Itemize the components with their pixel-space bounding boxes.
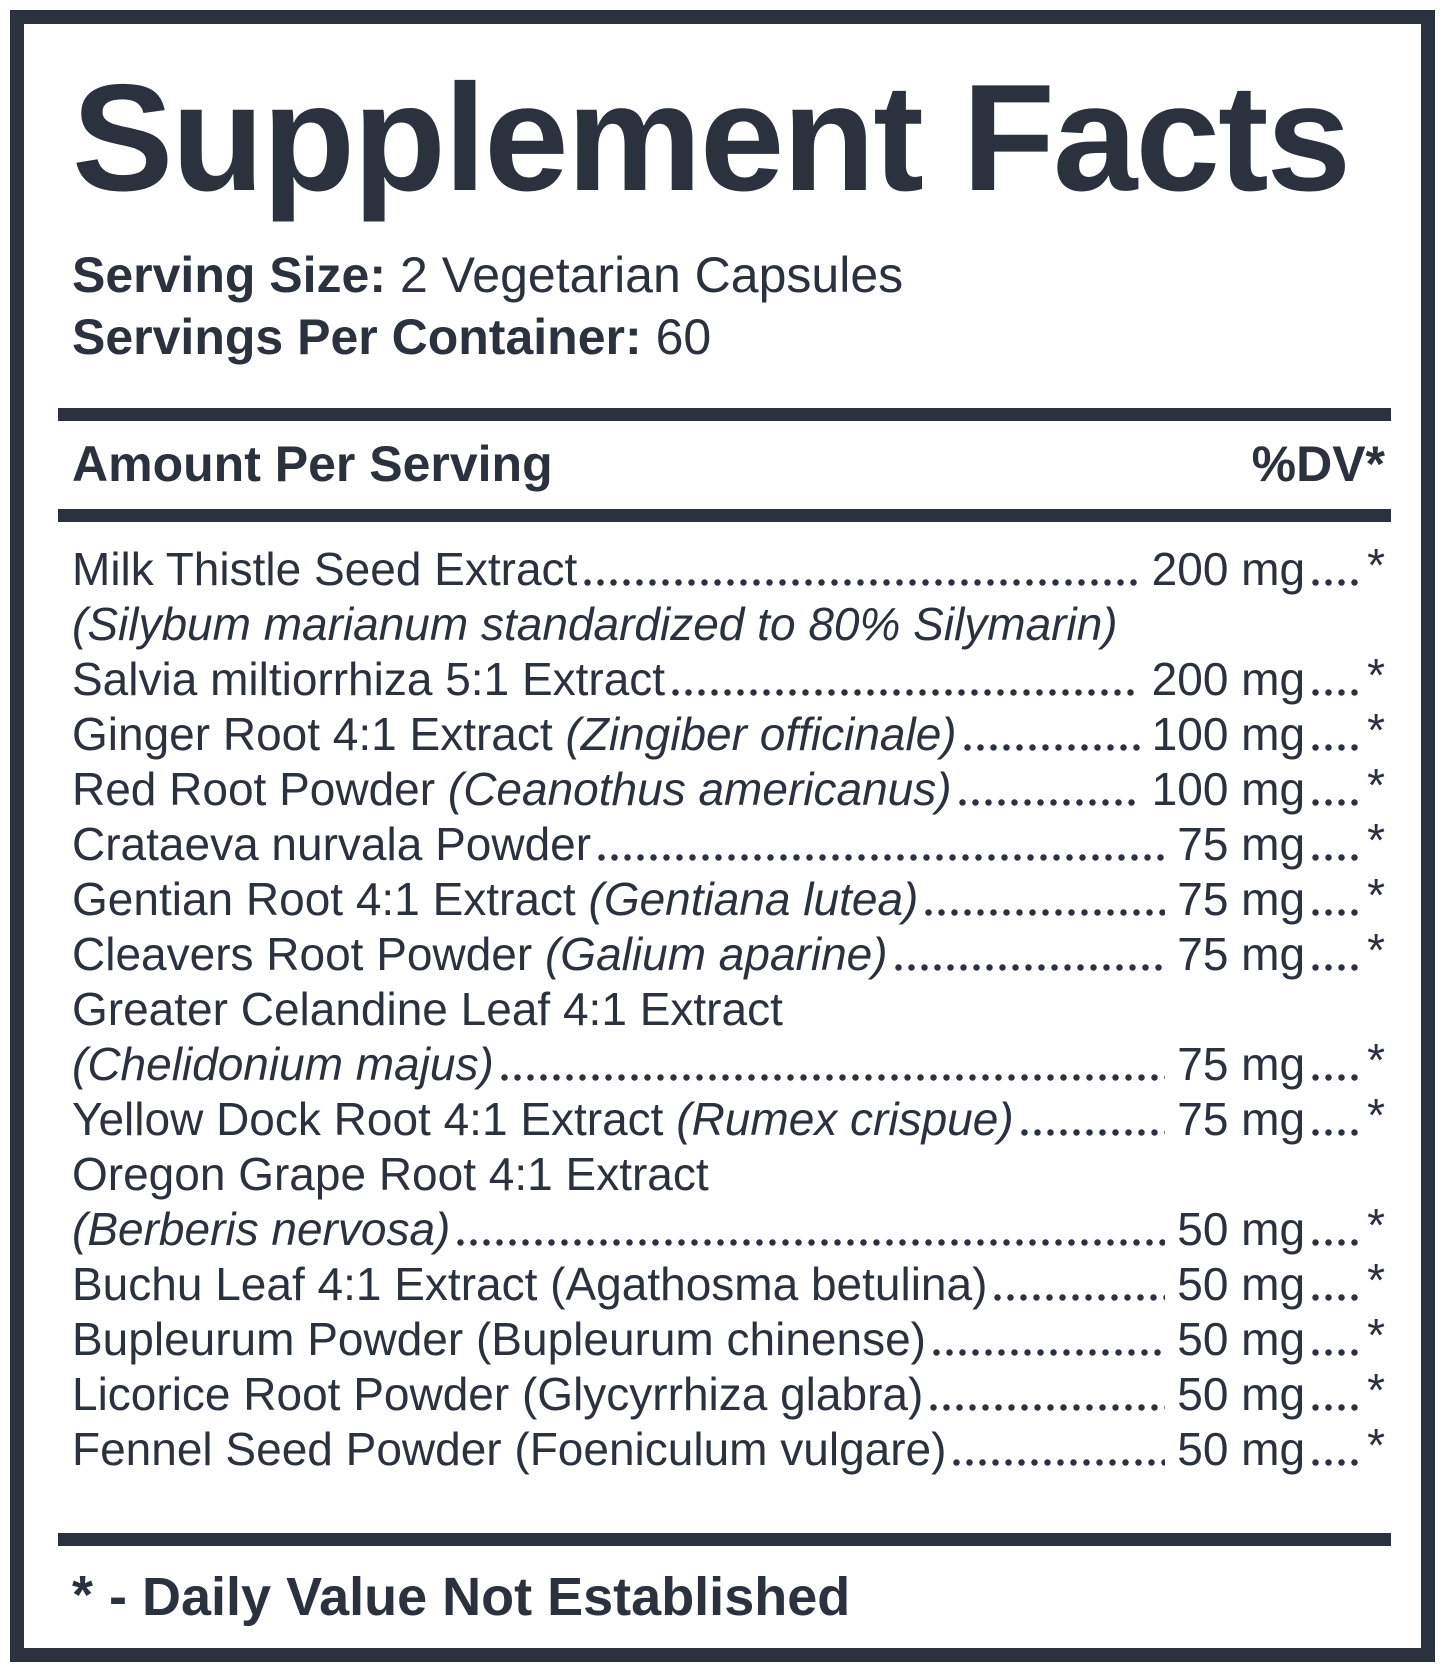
amount-group bbox=[1151, 704, 1385, 762]
ingredient-amount: 75 mg bbox=[1177, 1038, 1306, 1090]
ingredient-name bbox=[72, 1092, 1014, 1147]
ingredient-name bbox=[72, 597, 1118, 652]
footnote-text: - Daily Value Not Established bbox=[109, 1567, 851, 1627]
leader-dots bbox=[888, 927, 1178, 982]
amount-group bbox=[1177, 1254, 1385, 1312]
trailing-dots bbox=[1305, 1312, 1367, 1367]
trailing-dots bbox=[1305, 1202, 1367, 1257]
ingredient-amount: 200 mg bbox=[1151, 653, 1306, 705]
servings-per-container-line bbox=[72, 306, 1391, 368]
leader-dots bbox=[577, 542, 1151, 597]
leader-dots bbox=[926, 1312, 1177, 1367]
ingredient-name-text: Licorice Root Powder (Glycyrrhiza glabra) bbox=[72, 1368, 924, 1420]
trailing-dots bbox=[1305, 762, 1367, 817]
ingredient-amount: 100 mg bbox=[1151, 708, 1306, 760]
ingredient-row bbox=[72, 924, 1385, 982]
amount-per-serving-header: Amount Per Serving bbox=[72, 436, 553, 492]
serving-size-line bbox=[72, 244, 1391, 306]
ingredient-botanical-name: (Chelidonium majus) bbox=[72, 1038, 494, 1090]
ingredient-amount: 75 mg bbox=[1177, 818, 1306, 870]
ingredient-amount: 50 mg bbox=[1177, 1368, 1306, 1420]
trailing-dots bbox=[1305, 927, 1367, 982]
amount-group bbox=[1177, 924, 1385, 982]
ingredient-name-text: Cleavers Root Powder bbox=[72, 928, 545, 980]
dv-asterisk: * bbox=[1367, 704, 1385, 756]
trailing-dots bbox=[1305, 1092, 1367, 1147]
ingredient-name-text: Buchu Leaf 4:1 Extract (Agathosma betulina) bbox=[72, 1258, 988, 1310]
amount-group bbox=[1177, 1364, 1385, 1422]
dv-asterisk: * bbox=[1367, 1089, 1385, 1141]
ingredient-name bbox=[72, 1257, 987, 1312]
ingredient-amount: 50 mg bbox=[1177, 1313, 1306, 1365]
trailing-dots bbox=[1305, 1257, 1367, 1312]
ingredient-name bbox=[72, 542, 577, 597]
ingredient-name bbox=[72, 707, 957, 762]
ingredient-row bbox=[72, 539, 1385, 597]
trailing-dots bbox=[1305, 707, 1367, 762]
dv-asterisk: * bbox=[1367, 649, 1385, 701]
ingredient-botanical-name: (Rumex crispue) bbox=[676, 1093, 1014, 1145]
ingredient-name-text: Milk Thistle Seed Extract bbox=[72, 543, 578, 595]
amount-group bbox=[1151, 649, 1385, 707]
table-header bbox=[58, 421, 1391, 509]
serving-info bbox=[58, 244, 1391, 368]
amount-group bbox=[1177, 814, 1385, 872]
leader-dots bbox=[1014, 1092, 1178, 1147]
ingredient-amount: 50 mg bbox=[1177, 1203, 1306, 1255]
serving-size-value: 2 Vegetarian Capsules bbox=[400, 247, 904, 303]
ingredient-amount: 75 mg bbox=[1177, 928, 1306, 980]
amount-group bbox=[1177, 1034, 1385, 1092]
ingredient-name bbox=[72, 652, 665, 707]
ingredient-name bbox=[72, 1147, 709, 1202]
amount-group bbox=[1177, 869, 1385, 927]
ingredient-row bbox=[72, 1089, 1385, 1147]
ingredient-row bbox=[72, 982, 1385, 1037]
ingredient-row bbox=[72, 1147, 1385, 1202]
dv-asterisk: * bbox=[1367, 924, 1385, 976]
ingredient-name bbox=[72, 872, 918, 927]
servings-per-container-value: 60 bbox=[655, 309, 712, 365]
ingredient-row bbox=[72, 1254, 1385, 1312]
ingredient-amount: 200 mg bbox=[1151, 543, 1306, 595]
supplement-facts-panel bbox=[10, 10, 1435, 1662]
ingredient-botanical-name: (Ceanothus americanus) bbox=[447, 763, 952, 815]
dv-asterisk: * bbox=[1367, 1199, 1385, 1251]
amount-group bbox=[1177, 1309, 1385, 1367]
ingredient-name bbox=[72, 1312, 926, 1367]
ingredient-name-text: Greater Celandine Leaf 4:1 Extract bbox=[72, 983, 783, 1035]
ingredient-name-text: Crataeva nurvala Powder bbox=[72, 818, 592, 870]
leader-dots bbox=[923, 1367, 1177, 1422]
amount-group bbox=[1177, 1419, 1385, 1477]
ingredient-row bbox=[72, 1419, 1385, 1477]
leader-dots bbox=[494, 1037, 1177, 1092]
trailing-dots bbox=[1305, 542, 1367, 597]
servings-per-container-label: Servings Per Container: bbox=[72, 309, 642, 365]
panel-inner bbox=[24, 53, 1421, 1628]
ingredient-amount: 50 mg bbox=[1177, 1258, 1306, 1310]
dv-asterisk: * bbox=[1367, 1419, 1385, 1471]
dv-asterisk: * bbox=[1367, 814, 1385, 866]
ingredient-name bbox=[72, 982, 783, 1037]
ingredient-name bbox=[72, 817, 591, 872]
ingredient-row bbox=[72, 869, 1385, 927]
dv-asterisk: * bbox=[1367, 539, 1385, 591]
percent-dv-header: %DV* bbox=[1251, 436, 1385, 492]
ingredient-row bbox=[72, 1199, 1385, 1257]
ingredient-name-text: Salvia miltiorrhiza 5:1 Extract bbox=[72, 653, 666, 705]
dv-asterisk: * bbox=[1367, 1254, 1385, 1306]
ingredient-name bbox=[72, 1202, 450, 1257]
leader-dots bbox=[952, 762, 1152, 817]
footnote-asterisk: * bbox=[72, 1565, 94, 1625]
ingredient-amount: 50 mg bbox=[1177, 1423, 1306, 1475]
ingredient-row bbox=[72, 1034, 1385, 1092]
leader-dots bbox=[591, 817, 1177, 872]
ingredient-row bbox=[72, 1364, 1385, 1422]
ingredient-name bbox=[72, 1422, 946, 1477]
panel-title: Supplement Facts bbox=[72, 53, 1350, 223]
footnote bbox=[58, 1566, 1391, 1628]
ingredient-name-text: Oregon Grape Root 4:1 Extract bbox=[72, 1148, 709, 1200]
ingredient-name-text: Bupleurum Powder (Bupleurum chinense) bbox=[72, 1313, 926, 1365]
ingredient-botanical-name: (Berberis nervosa) bbox=[72, 1203, 451, 1255]
dv-asterisk: * bbox=[1367, 759, 1385, 811]
ingredient-name-text: Yellow Dock Root 4:1 Extract bbox=[72, 1093, 677, 1145]
ingredient-name-text: Gentian Root 4:1 Extract bbox=[72, 873, 589, 925]
ingredient-botanical-name: (Gentiana lutea) bbox=[588, 873, 919, 925]
ingredient-botanical-name: (Galium aparine) bbox=[544, 928, 888, 980]
ingredient-row bbox=[72, 759, 1385, 817]
ingredient-row bbox=[72, 597, 1385, 652]
ingredient-name bbox=[72, 1367, 923, 1422]
dv-asterisk: * bbox=[1367, 1034, 1385, 1086]
trailing-dots bbox=[1305, 1037, 1367, 1092]
ingredient-row bbox=[72, 1309, 1385, 1367]
divider-bar-bottom bbox=[58, 1533, 1391, 1546]
ingredient-name bbox=[72, 927, 888, 982]
ingredient-amount: 100 mg bbox=[1151, 763, 1306, 815]
ingredient-name bbox=[72, 1037, 494, 1092]
amount-group bbox=[1177, 1199, 1385, 1257]
leader-dots bbox=[665, 652, 1152, 707]
amount-group bbox=[1177, 1089, 1385, 1147]
divider-bar-top bbox=[58, 408, 1391, 421]
trailing-dots bbox=[1305, 1422, 1367, 1477]
ingredient-row bbox=[72, 704, 1385, 762]
ingredient-row bbox=[72, 814, 1385, 872]
trailing-dots bbox=[1305, 872, 1367, 927]
dv-asterisk: * bbox=[1367, 869, 1385, 921]
ingredient-row bbox=[72, 649, 1385, 707]
ingredient-botanical-name: (Zingiber officinale) bbox=[565, 708, 957, 760]
dv-asterisk: * bbox=[1367, 1364, 1385, 1416]
trailing-dots bbox=[1305, 652, 1367, 707]
ingredient-amount: 75 mg bbox=[1177, 1093, 1306, 1145]
ingredient-name-text: Red Root Powder bbox=[72, 763, 448, 815]
ingredient-amount: 75 mg bbox=[1177, 873, 1306, 925]
dv-asterisk: * bbox=[1367, 1309, 1385, 1361]
serving-size-label: Serving Size: bbox=[72, 247, 386, 303]
ingredient-botanical-name: (Silybum marianum standardized to 80% Silymarin) bbox=[72, 598, 1118, 650]
amount-group bbox=[1151, 759, 1385, 817]
ingredient-name-text: Ginger Root 4:1 Extract bbox=[72, 708, 566, 760]
trailing-dots bbox=[1305, 817, 1367, 872]
leader-dots bbox=[918, 872, 1177, 927]
ingredient-list bbox=[58, 539, 1391, 1477]
leader-dots bbox=[946, 1422, 1177, 1477]
leader-dots bbox=[987, 1257, 1177, 1312]
ingredient-name bbox=[72, 762, 952, 817]
amount-group bbox=[1151, 539, 1385, 597]
leader-dots bbox=[957, 707, 1152, 762]
ingredient-name-text: Fennel Seed Powder (Foeniculum vulgare) bbox=[72, 1423, 947, 1475]
divider-bar-header bbox=[58, 509, 1391, 522]
leader-dots bbox=[450, 1202, 1177, 1257]
trailing-dots bbox=[1305, 1367, 1367, 1422]
